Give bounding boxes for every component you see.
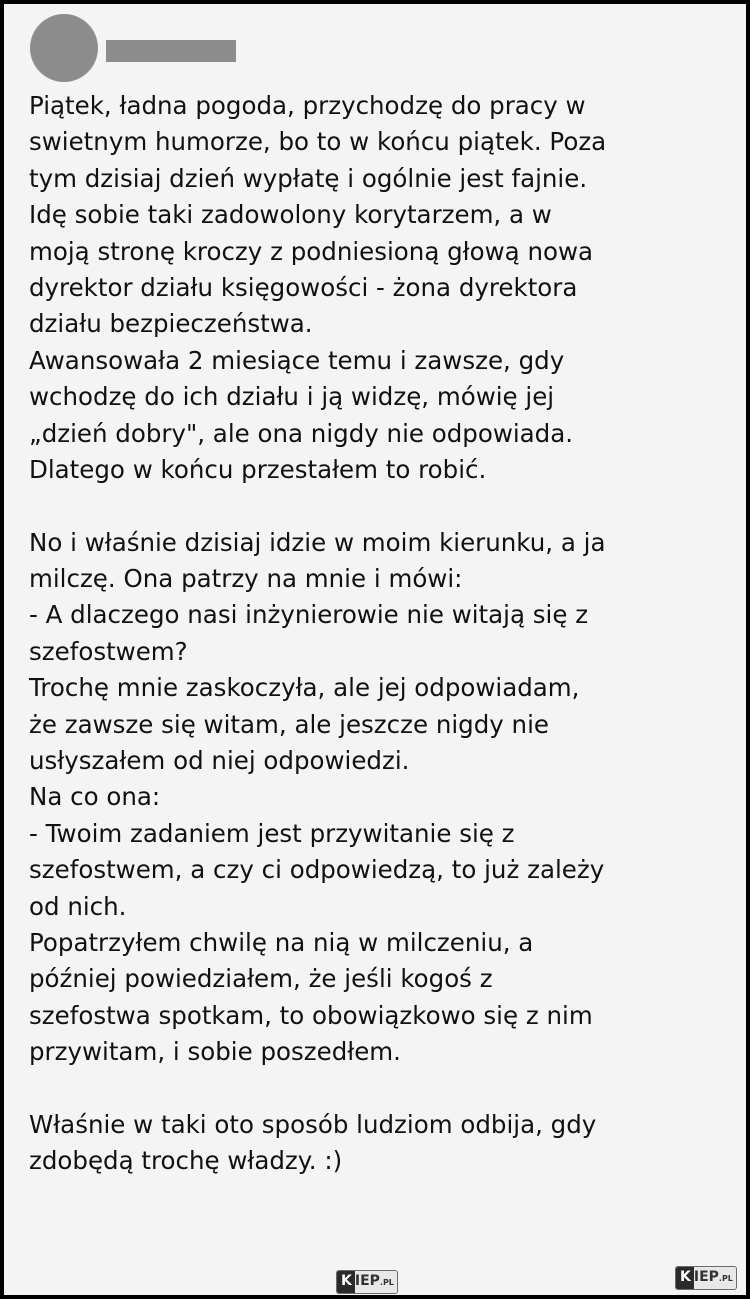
post-line: Idę sobie taki zadowolony korytarzem, a w <box>29 200 552 230</box>
post-line: swietnym humorze, bo to w końcu piątek. Poza <box>29 127 607 157</box>
watermark-text <box>355 1271 397 1293</box>
post-line: przywitam, i sobie poszedłem. <box>29 1037 401 1067</box>
post-line: działu bezpieczeństwa. <box>29 309 313 339</box>
post-line: tym dzisiaj dzień wypłatę i ogólnie jest fajnie. <box>29 163 588 193</box>
post-line: Piątek, ładna pogoda, przychodzę do pracy w <box>29 91 586 120</box>
post-line: zdobędą trochę władzy. :) <box>29 1146 343 1176</box>
post-line: „dzień dobry", ale ona nigdy nie odpowiada. <box>29 418 574 448</box>
watermark-pl: .PL <box>379 1278 394 1287</box>
watermark-iep: IEP <box>354 1273 380 1289</box>
kiep-watermark-corner <box>675 1266 737 1290</box>
post-line: - A dlaczego nasi inżynierowie nie witają się z <box>29 600 589 630</box>
post-line: szefostwa spotkam, to obowiązkowo się z nim <box>29 1000 593 1030</box>
watermark-iep: IEP <box>693 1269 719 1285</box>
post-line: usłyszałem od niej odpowiedzi. <box>29 746 410 776</box>
post-line: dyrektor działu księgowości - żona dyrektora <box>29 272 578 302</box>
post-text <box>29 88 729 1180</box>
post-line: od nich. <box>29 891 127 921</box>
watermark-k: K <box>676 1267 694 1289</box>
paragraph-gap <box>29 1071 729 1107</box>
post-line: Popatrzyłem chwilę na nią w milczeniu, a <box>29 927 534 957</box>
post-line: Dlatego w końcu przestałem to robić. <box>29 454 487 484</box>
post-line: - Twoim zadaniem jest przywitanie się z <box>29 818 515 848</box>
redacted-username <box>106 40 236 62</box>
watermark-pl: .PL <box>718 1274 733 1283</box>
post-line: moją stronę kroczy z podniesioną głową nowa <box>29 236 594 266</box>
kiep-watermark-center <box>336 1270 398 1294</box>
post-line: milczę. Ona patrzy na mnie i mówi: <box>29 564 463 594</box>
post-card <box>4 4 746 1295</box>
avatar <box>30 14 98 82</box>
post-line: szefostwem? <box>29 636 188 666</box>
post-line: później powiedziałem, że jeśli kogoś z <box>29 964 493 994</box>
watermark-k: K <box>337 1271 355 1293</box>
post-line: że zawsze się witam, ale jeszcze nigdy nie <box>29 709 549 739</box>
paragraph-gap <box>29 488 729 524</box>
post-line: Trochę mnie zaskoczyła, ale jej odpowiadam, <box>29 673 580 703</box>
post-line: Właśnie w taki oto sposób ludziom odbija, gdy <box>29 1109 597 1139</box>
post-line: Awansowała 2 miesiące temu i zawsze, gdy <box>29 345 565 375</box>
post-line: wchodzę do ich działu i ją widzę, mówię jej <box>29 382 555 412</box>
post-line: szefostwem, a czy ci odpowiedzą, to już zależy <box>29 855 605 885</box>
post-line: No i właśnie dzisiaj idzie w moim kierunku, a ja <box>29 527 606 557</box>
post-line: Na co ona: <box>29 782 161 812</box>
watermark-text <box>694 1267 736 1289</box>
